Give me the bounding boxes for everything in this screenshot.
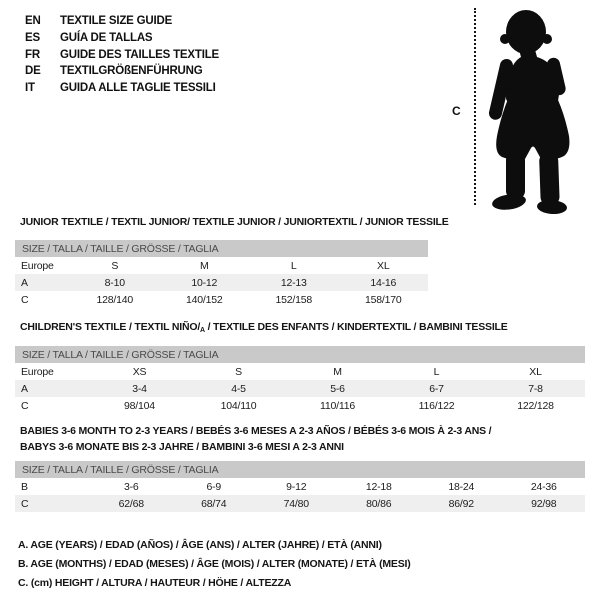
- cell: XL: [377, 259, 390, 272]
- children-title-pre: CHILDREN'S TEXTILE / TEXTIL NIÑO/: [20, 321, 201, 333]
- cell: S: [235, 365, 242, 378]
- legend-notes: [18, 536, 411, 592]
- language-title: TEXTILGRÖßENFÜHRUNG: [60, 65, 203, 78]
- cell: 12-18: [365, 480, 392, 493]
- babies-title-line1: BABIES 3-6 MONTH TO 2-3 YEARS / BEBÉS 3-6 MESES A 2-3 AÑOS / BÉBÉS 3-6 MOIS À 2-3 ANS /: [20, 425, 492, 437]
- language-code: EN: [25, 15, 41, 27]
- language-row: [25, 47, 219, 64]
- cell: 104/110: [220, 399, 257, 412]
- note-height: C. (cm) HEIGHT / ALTURA / HAUTEUR / HÖHE / ALTEZZA: [18, 576, 292, 589]
- cell: 18-24: [448, 480, 475, 493]
- language-row: [25, 30, 219, 47]
- cell: 110/116: [320, 399, 355, 412]
- cell: 7-8: [528, 382, 543, 395]
- cell: M: [199, 259, 209, 272]
- cell: L: [290, 259, 297, 272]
- children-title-subscript: A: [200, 327, 205, 334]
- junior-section-title: JUNIOR TEXTILE / TEXTIL JUNIOR/ TEXTILE JUNIOR / JUNIORTEXTIL / JUNIOR TESSILE: [20, 216, 449, 228]
- language-row: [25, 13, 219, 30]
- cell: S: [111, 259, 119, 272]
- language-title: TEXTILE SIZE GUIDE: [60, 15, 173, 27]
- language-code: IT: [25, 82, 35, 95]
- table-row-height: [15, 291, 428, 308]
- cell: M: [333, 365, 342, 378]
- babies-section-title: [20, 424, 491, 455]
- language-row: [25, 63, 219, 80]
- cell: 24-36: [530, 480, 557, 493]
- note-age-years: A. AGE (YEARS) / EDAD (AÑOS) / ÂGE (ANS) / ALTER (JAHRE) / ETÀ (ANNI): [18, 539, 382, 551]
- row-label: B: [21, 480, 28, 493]
- cell: XS: [132, 365, 147, 378]
- language-row: [25, 80, 219, 97]
- table-row-age-months: [15, 478, 585, 495]
- size-header-bar: SIZE / TALLA / TAILLE / GRÖSSE / TAGLIA: [15, 346, 585, 363]
- table-row-europe: [15, 257, 428, 274]
- cell: 152/158: [275, 293, 313, 306]
- cell: 98/104: [124, 399, 155, 412]
- cell: 92/98: [531, 497, 557, 510]
- language-title: GUÍA DE TALLAS: [60, 31, 153, 44]
- row-label: C: [21, 399, 29, 412]
- row-label: A: [21, 382, 28, 395]
- language-title: GUIDA ALLE TAGLIE TESSILI: [60, 82, 216, 95]
- height-measure-label: C: [452, 104, 461, 118]
- children-title-post: / TEXTILE DES ENFANTS / KINDERTEXTIL / BAMBINI TESSILE: [204, 321, 508, 333]
- cell: L: [433, 365, 440, 378]
- cell: 86/92: [448, 497, 474, 510]
- cell: 9-12: [286, 480, 307, 493]
- height-measure-dashed-line: [474, 8, 476, 205]
- cell: 12-13: [280, 276, 307, 289]
- table-row-height: [15, 495, 585, 512]
- table-row-height: [15, 397, 585, 414]
- cell: 6-9: [206, 480, 222, 493]
- cell: 5-6: [330, 382, 345, 395]
- row-label: C: [21, 497, 29, 510]
- baby-silhouette-icon: [481, 2, 600, 215]
- cell: XL: [529, 365, 542, 378]
- size-header-bar: SIZE / TALLA / TAILLE / GRÖSSE / TAGLIA: [15, 461, 585, 478]
- note-age-months: B. AGE (MONTHS) / EDAD (MESES) / ÂGE (MOIS) / ALTER (MONATE) / ETÀ (MESI): [18, 557, 411, 570]
- cell: 128/140: [96, 293, 134, 306]
- cell: 62/68: [118, 497, 144, 510]
- table-row-europe: [15, 363, 585, 380]
- cell: 116/122: [418, 399, 455, 412]
- cell: 158/170: [364, 293, 402, 306]
- cell: 4-5: [231, 382, 246, 395]
- language-title: GUIDE DES TAILLES TEXTILE: [60, 48, 219, 61]
- children-section-title: [20, 321, 508, 334]
- language-code: DE: [25, 65, 41, 78]
- cell: 8-10: [104, 276, 125, 289]
- babies-title-line2: BABYS 3-6 MONATE BIS 2-3 JAHRE / BAMBINI 3-6 MESI A 2-3 ANNI: [20, 440, 344, 453]
- cell: 14-16: [370, 276, 397, 289]
- junior-size-table: [15, 240, 428, 308]
- language-code: ES: [25, 31, 40, 44]
- table-row-age: [15, 274, 428, 291]
- size-header-bar: SIZE / TALLA / TAILLE / GRÖSSE / TAGLIA: [15, 240, 428, 257]
- table-row-age: [15, 380, 585, 397]
- children-size-table: [15, 346, 585, 414]
- baby-figure: [448, 0, 600, 216]
- row-label: Europe: [21, 365, 54, 378]
- row-label: Europe: [21, 259, 54, 272]
- row-label: C: [21, 293, 29, 306]
- row-label: A: [21, 276, 28, 289]
- cell: 6-7: [429, 382, 444, 395]
- cell: 74/80: [283, 497, 309, 510]
- cell: 68/74: [201, 497, 227, 510]
- language-code: FR: [25, 48, 40, 61]
- language-legend: [25, 13, 219, 97]
- cell: 3-4: [132, 382, 147, 395]
- cell: 80/86: [366, 497, 392, 510]
- babies-size-table: [15, 461, 585, 512]
- cell: 10-12: [191, 276, 218, 289]
- cell: 140/152: [185, 293, 223, 306]
- cell: 122/128: [517, 399, 554, 412]
- cell: 3-6: [123, 480, 139, 493]
